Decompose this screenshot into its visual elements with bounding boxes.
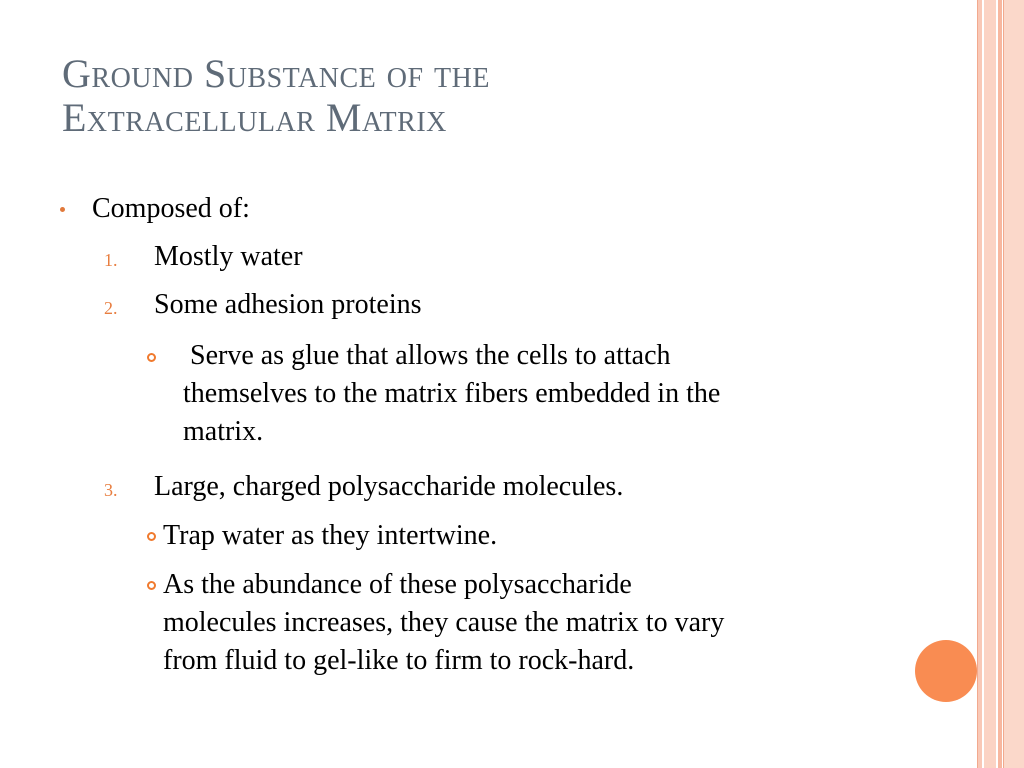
list-number: 3. [104, 480, 118, 500]
sub-item-text [183, 337, 720, 451]
list-item-text: Large, charged polysaccharide molecules. [154, 471, 624, 502]
slide-title-line: Ground Substance of the [62, 51, 490, 96]
slide-title-line: Extracellular Matrix [62, 95, 447, 140]
sub-item-text [163, 566, 724, 680]
decorative-circle [915, 640, 977, 702]
decorative-stripe [1004, 0, 1024, 768]
list-item-text: Some adhesion proteins [154, 289, 422, 320]
list-number: 1. [104, 250, 118, 270]
ring-bullet-icon [147, 353, 156, 362]
list-number: 2. [104, 298, 118, 318]
sub-item-line: Trap water as they intertwine. [163, 520, 498, 551]
sub-item-line: As the abundance of these polysaccharide [163, 569, 632, 600]
bullet-text: Composed of: [92, 193, 250, 224]
ring-bullet-icon [147, 532, 156, 541]
decorative-stripe [998, 0, 1002, 768]
decorative-line [1003, 0, 1004, 768]
sub-item-line: molecules increases, they cause the matrix to vary [163, 607, 725, 638]
list-item-text: Mostly water [154, 241, 303, 272]
bullet-dot-icon [60, 207, 65, 212]
decorative-stripe [978, 0, 982, 768]
decorative-line [977, 0, 978, 768]
sub-item-line: from fluid to gel-like to firm to rock-hard. [163, 645, 635, 676]
sub-item-text [163, 517, 497, 555]
sub-item-line: Serve as glue that allows the cells to attach [183, 340, 671, 371]
slide-title [62, 52, 942, 140]
sub-item-line: themselves to the matrix fibers embedded in the [183, 378, 721, 409]
ring-bullet-icon [147, 581, 156, 590]
sub-item-line: matrix. [183, 416, 264, 447]
decorative-stripe [984, 0, 996, 768]
